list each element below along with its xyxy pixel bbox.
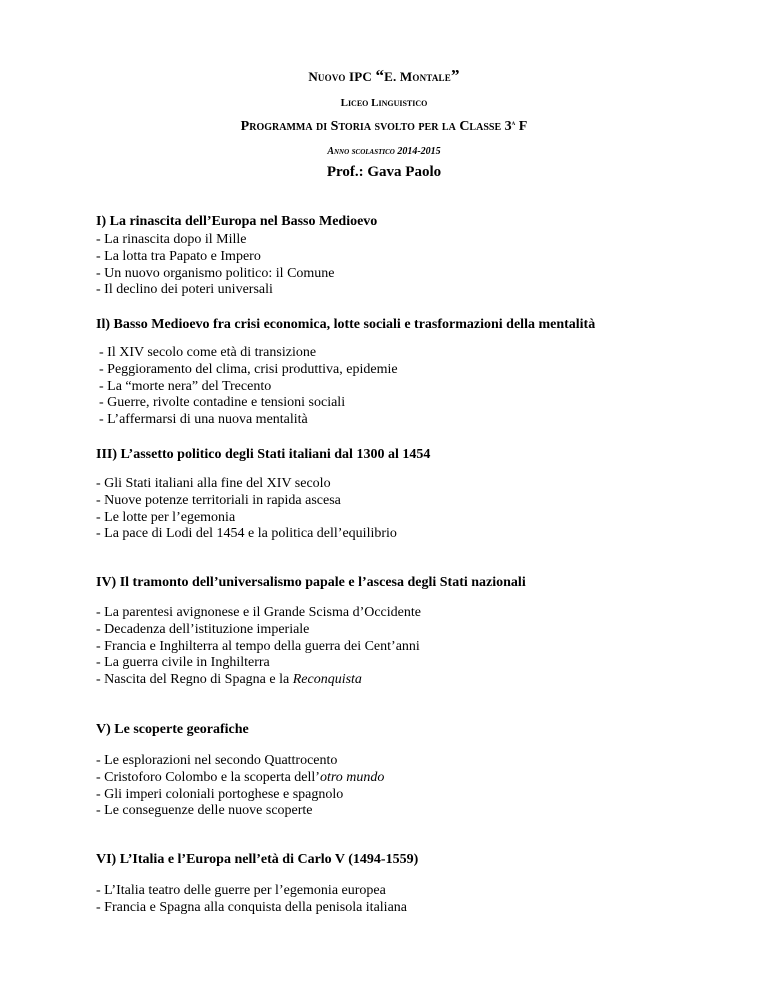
- professor-name: Prof.: Gava Paolo: [326, 164, 442, 180]
- list-item: - Nuove potenze territoriali in rapida ascesa: [96, 492, 341, 508]
- school-name: Nuovo IPC “E. Montale”: [308, 66, 460, 85]
- list-item: - Gli imperi coloniali portoghese e spagnolo: [96, 786, 344, 802]
- section-title: I) La rinascita dell’Europa nel Basso Medioevo: [96, 214, 378, 229]
- section-title: VI) L’Italia e l’Europa nell’età di Carlo V (1494-1559): [96, 852, 419, 867]
- list-item: - L’Italia teatro delle guerre per l’egemonia europea: [96, 883, 386, 898]
- list-item: - Le lotte per l’egemonia: [96, 509, 236, 525]
- list-item: - Le conseguenze delle nuove scoperte: [96, 803, 313, 819]
- list-item: - La “morte nera” del Trecento: [99, 378, 272, 394]
- section-title: Il) Basso Medioevo fra crisi economica, lotte sociali e trasformazioni della mentalità: [96, 317, 596, 332]
- list-item: - Il XIV secolo come età di transizione: [99, 345, 317, 360]
- section-title: III) L’assetto politico degli Stati italiani dal 1300 al 1454: [96, 447, 431, 462]
- list-item: - La lotta tra Papato e Impero: [96, 248, 261, 264]
- program-title: Programma di Storia svolto per la Classe 3$^a$ F: [240, 119, 528, 134]
- list-item: - La guerra civile in Inghilterra: [96, 655, 270, 671]
- list-item: - Peggioramento del clima, crisi produttiva, epidemie: [99, 361, 398, 377]
- list-item: - Cristoforo Colombo e la scoperta dell’otro mundo: [96, 769, 385, 785]
- section-list: [96, 232, 335, 299]
- list-item: - Nascita del Regno di Spagna e la Reconquista: [96, 672, 362, 688]
- list-item: - Francia e Inghilterra al tempo della guerra dei Cent’anni: [96, 638, 420, 654]
- list-item: - Decadenza dell’istituzione imperiale: [96, 621, 310, 637]
- list-item: - La parentesi avignonese e il Grande Scisma d’Occidente: [96, 605, 421, 620]
- list-item: - Guerre, rivolte contadine e tensioni sociali: [99, 395, 346, 411]
- list-item: - La rinascita dopo il Mille: [96, 232, 247, 247]
- list-item: - L’affermarsi di una nuova mentalità: [99, 412, 308, 428]
- section-list: [96, 883, 407, 917]
- list-item: - Le esplorazioni nel secondo Quattrocento: [96, 753, 338, 768]
- list-item: - Un nuovo organismo politico: il Comune: [96, 265, 335, 281]
- section-title: IV) Il tramonto dell’universalismo papale e l’ascesa degli Stati nazionali: [96, 575, 526, 590]
- section-list: [96, 753, 384, 820]
- list-item: - Francia e Spagna alla conquista della penisola italiana: [96, 899, 407, 915]
- list-item: - Il declino dei poteri universali: [96, 282, 273, 298]
- section-list: [96, 605, 421, 689]
- school-year: Anno scolastico 2014-2015: [327, 146, 441, 157]
- list-item: - Gli Stati italiani alla fine del XIV secolo: [96, 476, 331, 491]
- section-list: [96, 476, 397, 543]
- section-list: [99, 345, 398, 429]
- school-type: Liceo Linguistico: [340, 97, 428, 109]
- list-item: - La pace di Lodi del 1454 e la politica dell’equilibrio: [96, 526, 397, 542]
- section-title: V) Le scoperte georafiche: [96, 722, 249, 737]
